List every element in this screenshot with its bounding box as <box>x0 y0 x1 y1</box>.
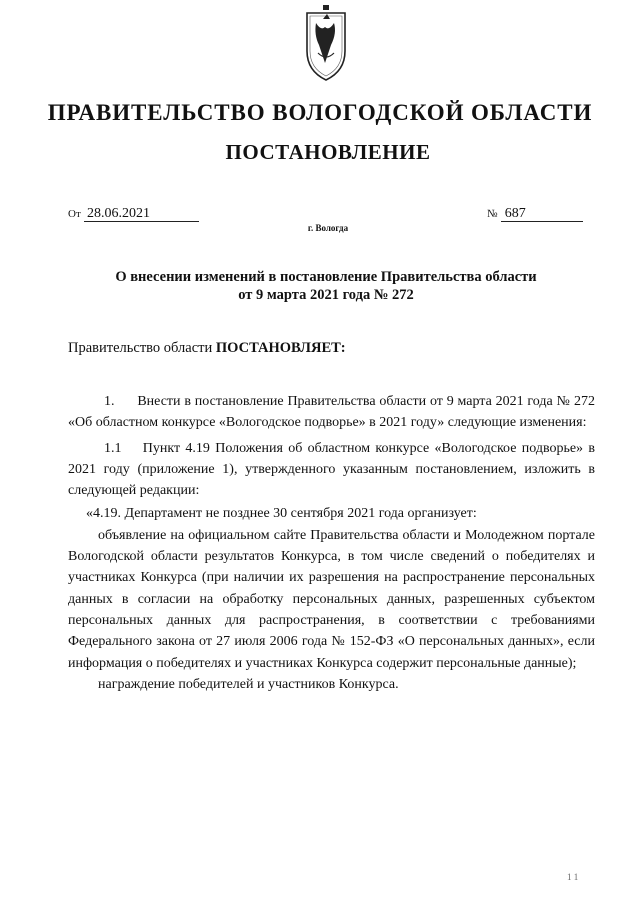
document-date <box>68 205 199 222</box>
paragraph-1-1: 1.1 Пункт 4.19 Положения об областном конкурсе «Вологодское подворье» в 2021 году (приложение 1), утвержденного указанным постановлением, изложить в следующей редакции: <box>68 440 599 499</box>
document-type: ПОСТАНОВЛЕНИЕ <box>225 140 431 164</box>
paragraph-awards: награждение победителей и участников Конкурса. <box>98 676 399 692</box>
number-label: № <box>487 208 498 220</box>
coat-of-arms-emblem <box>303 5 349 85</box>
page-mark: 1 1 <box>567 872 579 882</box>
city-label: г. Вологда <box>307 223 349 233</box>
document-number <box>487 205 583 222</box>
paragraph-announcement: объявление на официальном сайте Правительства области и Молодежном портале Вологодской области результатов Конкурса, в том числе сведений о победителях и участниках Конкурса (при наличии их разрешения на распространение персональных данных в согласии на обработку персональных данных, разрешенных субъектом персональных данных для распространения, в соответствии с требованиями Федерального закона от 27 июля 2006 года № 152-ФЗ «О персональных данных», если информация о победителях и участниках Конкурса содержит персональные данные); <box>68 527 595 671</box>
number-value: 687 <box>501 207 583 222</box>
date-value: 28.06.2021 <box>84 207 199 222</box>
subject-line-2: от 9 марта 2021 года № 272 <box>238 287 414 303</box>
preamble <box>68 340 346 357</box>
document-subject <box>0 268 640 304</box>
subject-line-1: О внесении изменений в постановление Правительства области <box>115 269 537 285</box>
preamble-text: Правительство области <box>68 340 216 356</box>
government-title: ПРАВИТЕЛЬСТВО ВОЛОГОДСКОЙ ОБЛАСТИ <box>47 100 593 125</box>
document-body <box>68 391 599 695</box>
paragraph-4-19: «4.19. Департамент не позднее 30 сентября 2021 года организует: <box>86 506 477 522</box>
preamble-decree-word: ПОСТАНОВЛЯЕТ: <box>215 340 346 356</box>
paragraph-1: 1. Внести в постановление Правительства области от 9 марта 2021 года № 272 «Об областном конкурсе «Вологодское подворье» в 2021 году» следующие изменения: <box>68 394 599 431</box>
date-label: От <box>68 208 81 220</box>
